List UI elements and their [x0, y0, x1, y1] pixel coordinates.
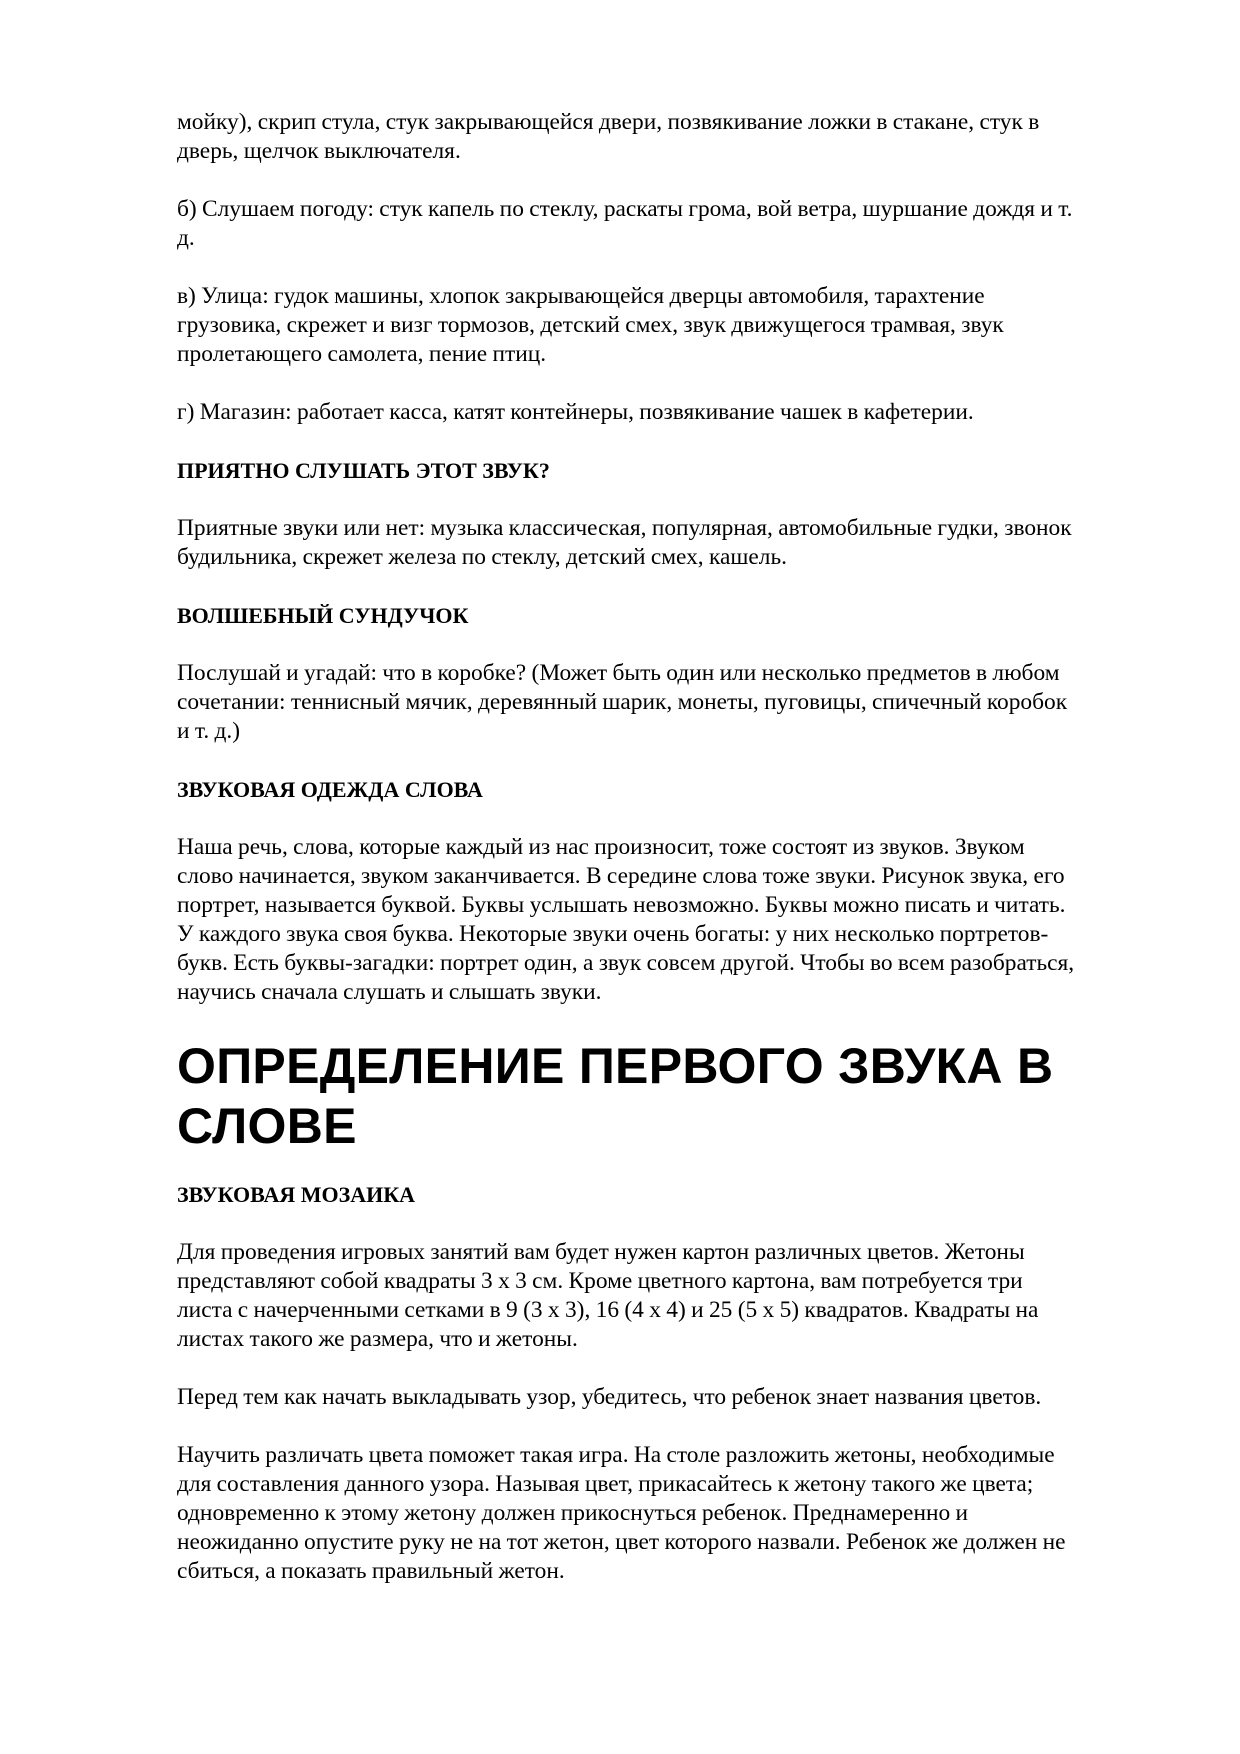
text-line: будильника, скрежет железа по стеклу, детский смех, кашель. [177, 544, 787, 570]
text-line: листа с начерченными сетками в 9 (3 х 3), 16 (4 х 4) и 25 (5 х 5) квадратов. Квадраты на [177, 1297, 1039, 1323]
text-line: Наша речь, слова, которые каждый из нас произносит, тоже состоят из звуков. Звуком [177, 834, 1025, 860]
paragraph-pleasant-sounds [177, 514, 1155, 572]
text-line: Научить различать цвета поможет такая игра. На столе разложить жетоны, необходимые [177, 1442, 1055, 1468]
text-line: г) Магазин: работает касса, катят контейнеры, позвякивание чашек в кафетерии. [177, 399, 974, 425]
text-line: У каждого звука своя буква. Некоторые звуки очень богаты: у них несколько портретов- [177, 921, 1049, 947]
paragraph-shop-sounds [177, 398, 1155, 427]
text-line: букв. Есть буквы-загадки: портрет один, а звук совсем другой. Чтобы во всем разобраться, [177, 950, 1075, 976]
text-line: одновременно к этому жетону должен прикоснуться ребенок. Преднамеренно и [177, 1500, 969, 1526]
text-line: сочетании: теннисный мячик, деревянный шарик, монеты, пуговицы, спичечный коробок [177, 689, 1068, 715]
section-heading-pleasant-sound: ПРИЯТНО СЛУШАТЬ ЭТОТ ЗВУК? [177, 458, 550, 483]
text-line: листах такого же размера, что и жетоны. [177, 1326, 578, 1352]
paragraph-mosaic-colors [177, 1383, 1155, 1412]
paragraph-mosaic-game [177, 1441, 1155, 1586]
paragraph-word-clothes [177, 833, 1155, 1007]
text-line: пролетающего самолета, пение птиц. [177, 341, 547, 367]
chapter-title-line: ОПРЕДЕЛЕНИЕ ПЕРВОГО ЗВУКА В [177, 1038, 1054, 1094]
section-heading-word-clothes: ЗВУКОВАЯ ОДЕЖДА СЛОВА [177, 777, 483, 802]
paragraph-street-sounds [177, 282, 1155, 369]
chapter-title-line: СЛОВЕ [177, 1098, 357, 1154]
text-line: дверь, щелчок выключателя. [177, 138, 461, 164]
text-line: неожиданно опустите руку не на тот жетон, цвет которого назвали. Ребенок же должен не [177, 1529, 1066, 1555]
text-line: б) Слушаем погоду: стук капель по стеклу, раскаты грома, вой ветра, шуршание дождя и т. [177, 196, 1073, 222]
paragraph-household-sounds [177, 108, 1155, 166]
paragraph-magic-chest [177, 659, 1155, 746]
text-line: Перед тем как начать выкладывать узор, убедитесь, что ребенок знает названия цветов. [177, 1384, 1042, 1410]
text-line: научись сначала слушать и слышать звуки. [177, 979, 602, 1005]
text-line: Послушай и угадай: что в коробке? (Может быть один или несколько предметов в любом [177, 660, 1060, 686]
text-line: мойку), скрип стула, стук закрывающейся двери, позвякивание ложки в стакане, стук в [177, 109, 1040, 135]
text-line: в) Улица: гудок машины, хлопок закрывающейся дверцы автомобиля, тарахтение [177, 283, 985, 309]
text-line: сбиться, а показать правильный жетон. [177, 1558, 565, 1584]
chapter-title [177, 1036, 1155, 1156]
text-line: слово начинается, звуком заканчивается. В середине слова тоже звуки. Рисунок звука, его [177, 863, 1065, 889]
text-line: грузовика, скрежет и визг тормозов, детский смех, звук движущегося трамвая, звук [177, 312, 1004, 338]
text-line: портрет, называется буквой. Буквы услышать невозможно. Буквы можно писать и читать. [177, 892, 1066, 918]
text-line: Для проведения игровых занятий вам будет нужен картон различных цветов. Жетоны [177, 1239, 1025, 1265]
text-line: для составления данного узора. Называя цвет, прикасайтесь к жетону такого же цвета; [177, 1471, 1034, 1497]
text-line: и т. д.) [177, 718, 241, 744]
section-heading-sound-mosaic: ЗВУКОВАЯ МОЗАИКА [177, 1182, 416, 1207]
paragraph-weather-sounds [177, 195, 1155, 253]
text-line: д. [177, 225, 195, 251]
text-line: представляют собой квадраты 3 х 3 см. Кроме цветного картона, вам потребуется три [177, 1268, 1023, 1294]
section-heading-magic-chest: ВОЛШЕБНЫЙ СУНДУЧОК [177, 603, 469, 628]
paragraph-mosaic-materials [177, 1238, 1155, 1354]
document-page [177, 108, 1155, 1615]
text-line: Приятные звуки или нет: музыка классическая, популярная, автомобильные гудки, звонок [177, 515, 1072, 541]
